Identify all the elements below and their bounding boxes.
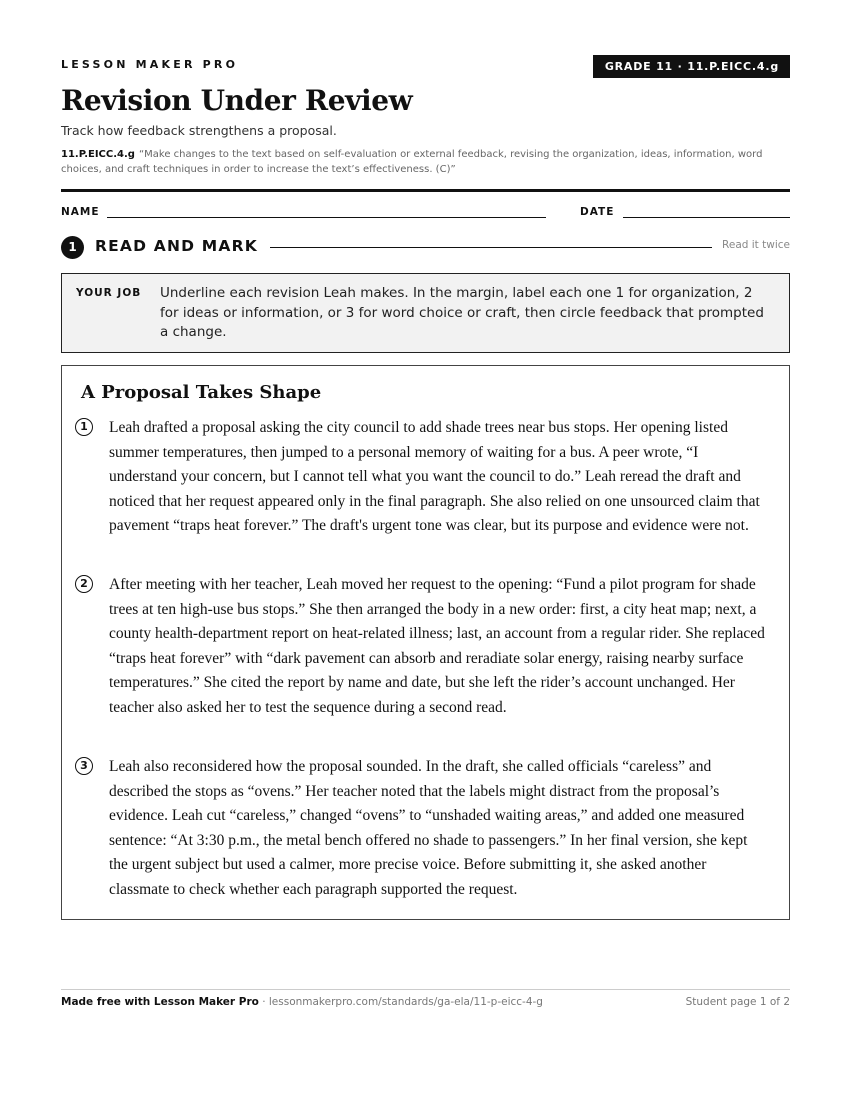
brand-name: LESSON MAKER PRO [61,58,239,71]
page-subtitle: Track how feedback strengthens a proposal. [61,123,337,138]
footer-url[interactable]: · lessonmakerpro.com/standards/ga-ela/11-p-eicc-4-g [258,996,543,1008]
paragraph-number-badge: 1 [75,418,93,436]
grade-standard-badge: GRADE 11 · 11.P.EICC.4.g [593,55,790,78]
paragraph-number-badge: 3 [75,757,93,775]
top-row [61,55,790,79]
name-label: NAME [61,206,100,218]
paragraph-text: Leah drafted a proposal asking the city council to add shade trees near bus stops. Her opening listed summer temperatures, then jumped to a personal memory of waiting for a bus. A peer wrote, “I understand your concern, but I cannot tell what you want the council to do.” Leah reread the draft and noticed that her request appeared only in the final paragraph. She also relied on one unsourced claim that pavement “traps heat forever.” The draft's urgent tone was clear, but its purpose and evidence were not. [109,419,760,534]
footer-divider [61,989,790,990]
name-date-row [61,205,790,221]
section-title: READ AND MARK [95,237,258,255]
section-header [61,235,790,259]
passage-paragraph [75,416,769,539]
paragraph-text: After meeting with her teacher, Leah moved her request to the opening: “Fund a pilot program for shade trees at ten high-use bus stops.” She then arranged the body in a new order: first, a city heat map; next, a county health-department report on heat-related illness; last, an account from a regular rider. She replaced “traps heat forever” with “dark pavement can absorb and reradiate solar energy, raising nearby surface temperatures.” She cited the report by name and date, but she left the rider’s account unchanged. Her teacher also asked her to test the sequence during a second read. [109,576,765,716]
date-label: DATE [580,206,615,218]
page-title: Revision Under Review [61,84,413,117]
instructions-label: YOUR JOB [76,287,142,299]
footer-made-with: Made free with Lesson Maker Pro [61,996,259,1008]
name-line[interactable] [107,217,546,218]
footer-page-number: Student page 1 of 2 [685,996,790,1008]
section-number-badge: 1 [61,236,84,259]
passage-paragraph [75,573,769,720]
paragraph-text: Leah also reconsidered how the proposal sounded. In the draft, she called officials “careless” and described the stops as “ovens.” Her teacher noted that the labels might distract from the proposal’s evidence. Leah cut “careless,” changed “ovens” to “unshaded waiting areas,” and added one measured sentence: “At 3:30 p.m., the metal bench offered no shade to passengers.” In her final version, she kept the urgent subject but used a calmer, more precise voice. Before submitting it, she asked another classmate to check whether each paragraph supported the request. [109,758,748,898]
reading-passage [61,365,790,920]
paragraph-number-badge: 2 [75,575,93,593]
standard-description [61,148,790,177]
header-divider [61,189,790,192]
passage-paragraph [75,755,769,902]
standard-text: “Make changes to the text based on self-evaluation or external feedback, revising the organization, ideas, information, word choices, and craft techniques in order to increase the text’s effectiveness. (C)” [61,149,763,175]
date-line[interactable] [623,217,790,218]
instructions-box [61,273,790,353]
instructions-text: Underline each revision Leah makes. In the margin, label each one 1 for organization, 2 for ideas or information, or 3 for word choice or craft, then circle feedback that prompted a change. [160,285,764,340]
passage-title: A Proposal Takes Shape [81,382,322,403]
standard-code: 11.P.EICC.4.g [61,149,135,160]
footer [61,996,790,1008]
section-note: Read it twice [722,239,790,251]
section-rule [270,247,712,248]
